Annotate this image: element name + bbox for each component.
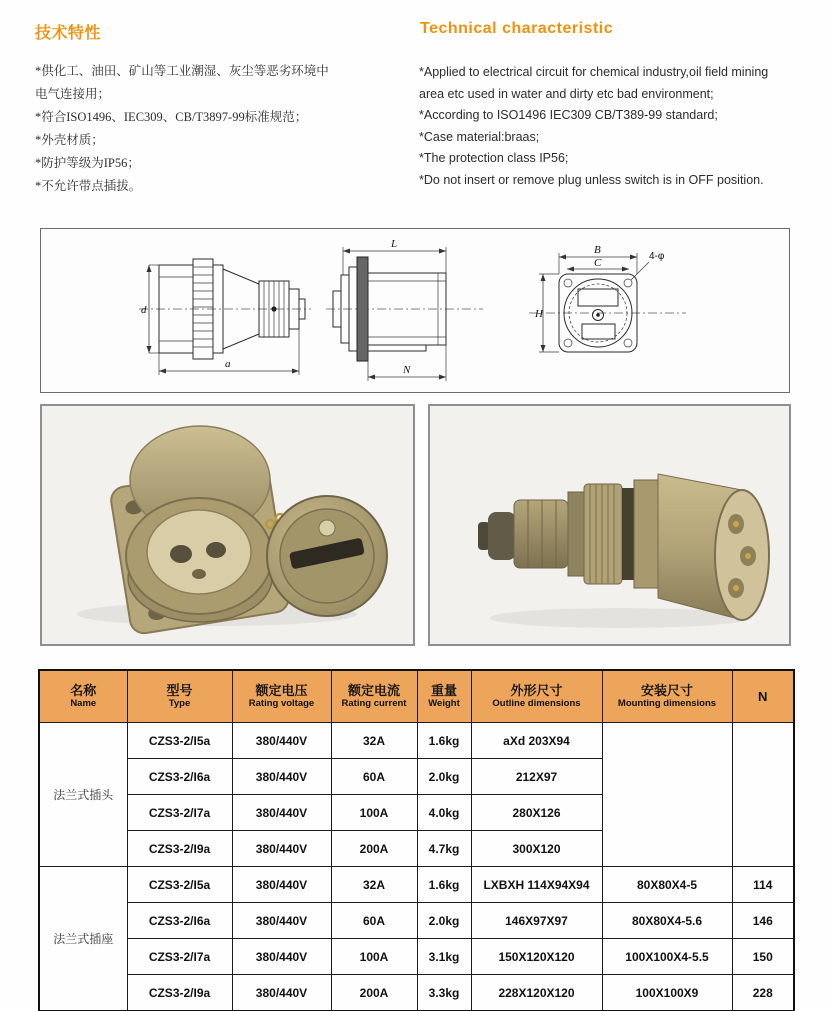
feature-line: *供化工、油田、矿山等工业潮湿、灰尘等恶劣环境中 [35, 64, 329, 78]
product-photo-plug [428, 404, 791, 646]
cell-mounting-empty [602, 723, 732, 867]
cell-current: 32A [331, 723, 417, 759]
cell-voltage: 380/440V [232, 723, 331, 759]
cell-type: CZS3-2/I9a [127, 831, 232, 867]
cell-voltage: 380/440V [232, 867, 331, 903]
dim-label-C: C [594, 257, 602, 269]
table-row [39, 903, 794, 939]
cell-weight: 4.0kg [417, 795, 471, 831]
cell-outline: 300X120 [471, 831, 602, 867]
dim-label-H: H [535, 308, 543, 320]
feature-list-cn [35, 60, 413, 198]
flange-socket-image [42, 406, 413, 640]
cell-outline: aXd 203X94 [471, 723, 602, 759]
dimension-drawing [41, 229, 789, 390]
feature-line: *Applied to electrical circuit for chemical industry,oil field mining [419, 65, 769, 79]
col-header-rating-current: 额定电流 Rating current [331, 670, 417, 723]
table-row [39, 939, 794, 975]
cell-type: CZS3-2/I5a [127, 867, 232, 903]
col-header-outline-dimensions: 外形尺寸 Outline dimensions [471, 670, 602, 723]
cell-weight: 2.0kg [417, 759, 471, 795]
dim-label-N: N [403, 364, 411, 376]
dim-label-a: a [225, 358, 231, 370]
cell-type: CZS3-2/I7a [127, 795, 232, 831]
cell-mounting: 100X100X4-5.5 [602, 939, 732, 975]
feature-line: *不允许带点插拔。 [35, 179, 142, 193]
dim-label-L: L [391, 238, 398, 250]
cell-outline: 280X126 [471, 795, 602, 831]
dim-label-4phi: 4-φ [649, 251, 665, 262]
product-photo-flange-socket [40, 404, 415, 646]
cell-current: 100A [331, 939, 417, 975]
cell-outline: LXBXH 114X94X94 [471, 867, 602, 903]
cell-type: CZS3-2/I9a [127, 975, 232, 1011]
table-row [39, 867, 794, 903]
cell-n: 114 [732, 867, 794, 903]
feature-line: *The protection class IP56; [419, 151, 569, 165]
table-row [39, 975, 794, 1011]
cell-voltage: 380/440V [232, 795, 331, 831]
cell-mounting: 80X80X4-5 [602, 867, 732, 903]
feature-line: *According to ISO1496 IEC309 CB/T389-99 standard; [419, 108, 718, 122]
feature-line: *外壳材质； [35, 133, 104, 147]
cell-mounting: 80X80X4-5.6 [602, 903, 732, 939]
cell-mounting: 100X100X9 [602, 975, 732, 1011]
cell-outline: 150X120X120 [471, 939, 602, 975]
feature-line: *防护等级为IP56； [35, 156, 140, 170]
cell-voltage: 380/440V [232, 939, 331, 975]
cell-n: 150 [732, 939, 794, 975]
cell-n: 228 [732, 975, 794, 1011]
cell-weight: 3.1kg [417, 939, 471, 975]
cell-weight: 1.6kg [417, 723, 471, 759]
cell-outline: 228X120X120 [471, 975, 602, 1011]
col-header-weight: 重量 Weight [417, 670, 471, 723]
col-header-rating-voltage: 额定电压 Rating voltage [232, 670, 331, 723]
cell-n: 146 [732, 903, 794, 939]
cell-type: CZS3-2/I6a [127, 759, 232, 795]
dimension-drawing-panel [40, 228, 790, 393]
col-header-n: N [732, 670, 794, 723]
cell-weight: 3.3kg [417, 975, 471, 1011]
section-title-en: Technical characteristic [420, 20, 614, 37]
cell-type: CZS3-2/I7a [127, 939, 232, 975]
feature-line: *Case material:braas; [419, 129, 540, 144]
feature-list-en [419, 62, 821, 191]
cell-voltage: 380/440V [232, 831, 331, 867]
feature-line: 电气连接用； [35, 87, 111, 101]
dim-label-d: d [141, 304, 147, 316]
table-header-row [39, 670, 794, 723]
section-title-cn: 技术特性 [35, 25, 102, 42]
cell-type: CZS3-2/I5a [127, 723, 232, 759]
cell-current: 60A [331, 759, 417, 795]
cell-weight: 4.7kg [417, 831, 471, 867]
group-label-flange-plug: 法兰式插头 [39, 723, 127, 867]
cell-type: CZS3-2/I6a [127, 903, 232, 939]
cell-outline: 146X97X97 [471, 903, 602, 939]
cell-current: 32A [331, 867, 417, 903]
plug-image [430, 406, 789, 640]
cell-weight: 1.6kg [417, 867, 471, 903]
cell-n-empty [732, 723, 794, 867]
col-header-mounting-dimensions: 安装尺寸 Mounting dimensions [602, 670, 732, 723]
cell-voltage: 380/440V [232, 903, 331, 939]
group-label-flange-socket: 法兰式插座 [39, 867, 127, 1011]
col-header-name: 名称 Name [39, 670, 127, 723]
cell-weight: 2.0kg [417, 903, 471, 939]
cell-current: 200A [331, 831, 417, 867]
cell-current: 100A [331, 795, 417, 831]
feature-line: *Do not insert or remove plug unless switch is in OFF position. [419, 172, 764, 187]
cell-voltage: 380/440V [232, 975, 331, 1011]
cell-current: 200A [331, 975, 417, 1011]
dim-label-B: B [594, 244, 601, 256]
specification-table [38, 669, 795, 1011]
cell-current: 60A [331, 903, 417, 939]
table-row [39, 723, 794, 759]
feature-line: *符合ISO1496、IEC309、CB/T3897-99标准规范； [35, 110, 308, 124]
cell-voltage: 380/440V [232, 759, 331, 795]
cell-outline: 212X97 [471, 759, 602, 795]
feature-line: area etc used in water and dirty etc bad environment; [419, 86, 714, 101]
col-header-type: 型号 Type [127, 670, 232, 723]
